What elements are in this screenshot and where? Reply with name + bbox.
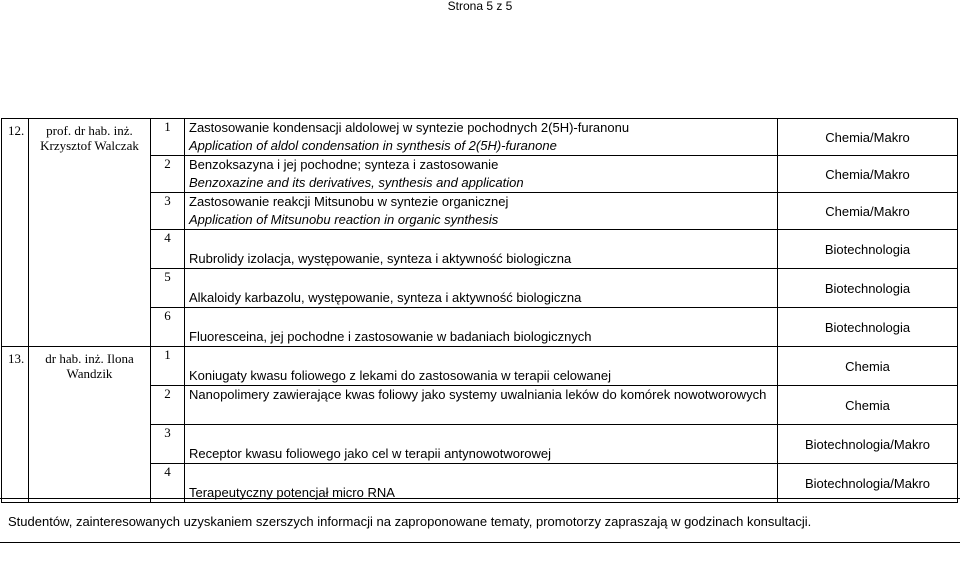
- topic-title-pl: Benzoksazyna i jej pochodne; synteza i zastosowanie: [189, 157, 499, 172]
- topic-title-pl: Koniugaty kwasu foliowego z lekami do zastosowania w terapii celowanej: [189, 368, 612, 383]
- topic-domain: Biotechnologia/Makro: [804, 436, 931, 452]
- topic-number: 1: [164, 119, 171, 134]
- topic-domain: Chemia/Makro: [825, 166, 910, 182]
- thesis-topics-table: [1, 118, 958, 503]
- topic-domain: Biotechnologia: [824, 319, 911, 335]
- supervisor-name-cell: [29, 347, 151, 503]
- topic-number: 5: [164, 269, 171, 284]
- topic-title-en: Application of aldol condensation in synthesis of 2(5H)-furanone: [189, 138, 557, 153]
- supervisor-name-cell: [29, 119, 151, 347]
- topic-number: 6: [164, 308, 171, 323]
- page-number-label: Strona 5 z 5: [447, 0, 513, 13]
- footer-bottom-rule: [0, 542, 960, 543]
- topic-number: 3: [164, 193, 171, 208]
- topic-number: 2: [164, 386, 171, 401]
- topic-title-pl: Zastosowanie reakcji Mitsunobu w syntezie organicznej: [189, 194, 509, 209]
- topic-title-pl: Terapeutyczny potencjał micro RNA: [189, 485, 395, 500]
- topic-title-pl: Receptor kwasu foliowego jako cel w terapii antynowotworowej: [189, 446, 552, 461]
- supervisor-name: prof. dr hab. inż. Krzysztof Walczak: [40, 123, 139, 153]
- topic-domain: Biotechnologia: [824, 241, 911, 257]
- topic-domain: Biotechnologia/Makro: [804, 475, 931, 491]
- supervisor-number-cell: [2, 119, 29, 347]
- topic-number: 1: [164, 347, 171, 362]
- topic-title-pl: Zastosowanie kondensacji aldolowej w syntezie pochodnych 2(5H)-furanonu: [189, 120, 630, 135]
- table-row: [2, 347, 958, 386]
- supervisor-number-cell: [2, 347, 29, 503]
- topic-number: 3: [164, 425, 171, 440]
- topic-number: 4: [164, 230, 171, 245]
- topic-domain: Chemia: [845, 397, 890, 413]
- topic-domain: Chemia/Makro: [825, 129, 910, 145]
- topic-domain: Chemia/Makro: [825, 203, 910, 219]
- topic-domain: Chemia: [845, 358, 890, 374]
- supervisor-number: 13.: [8, 351, 25, 366]
- topic-title-en: Application of Mitsunobu reaction in organic synthesis: [189, 212, 499, 227]
- footer-note: Studentów, zainteresowanych uzyskaniem szerszych informacji na zaproponowane tematy, promotorzy zapraszają w godzinach konsultacji.: [8, 514, 812, 529]
- topic-title-pl: Alkaloidy karbazolu, występowanie, synteza i aktywność biologiczna: [189, 290, 582, 305]
- topic-title-pl: Fluoresceina, jej pochodne i zastosowanie w badaniach biologicznych: [189, 329, 592, 344]
- topic-number: 2: [164, 156, 171, 171]
- topic-title-pl: Rubrolidy izolacja, występowanie, synteza i aktywność biologiczna: [189, 251, 572, 266]
- topic-title-en: Benzoxazine and its derivatives, synthesis and application: [189, 175, 524, 190]
- topic-domain: Biotechnologia: [824, 280, 911, 296]
- supervisor-number: 12.: [8, 123, 25, 138]
- topic-number: 4: [164, 464, 171, 479]
- footer-top-rule: [0, 498, 960, 499]
- table-row: [2, 119, 958, 156]
- supervisor-name: dr hab. inż. Ilona Wandzik: [45, 351, 134, 381]
- topic-title-pl: Nanopolimery zawierające kwas foliowy jako systemy uwalniania leków do komórek nowotworowych: [189, 387, 767, 402]
